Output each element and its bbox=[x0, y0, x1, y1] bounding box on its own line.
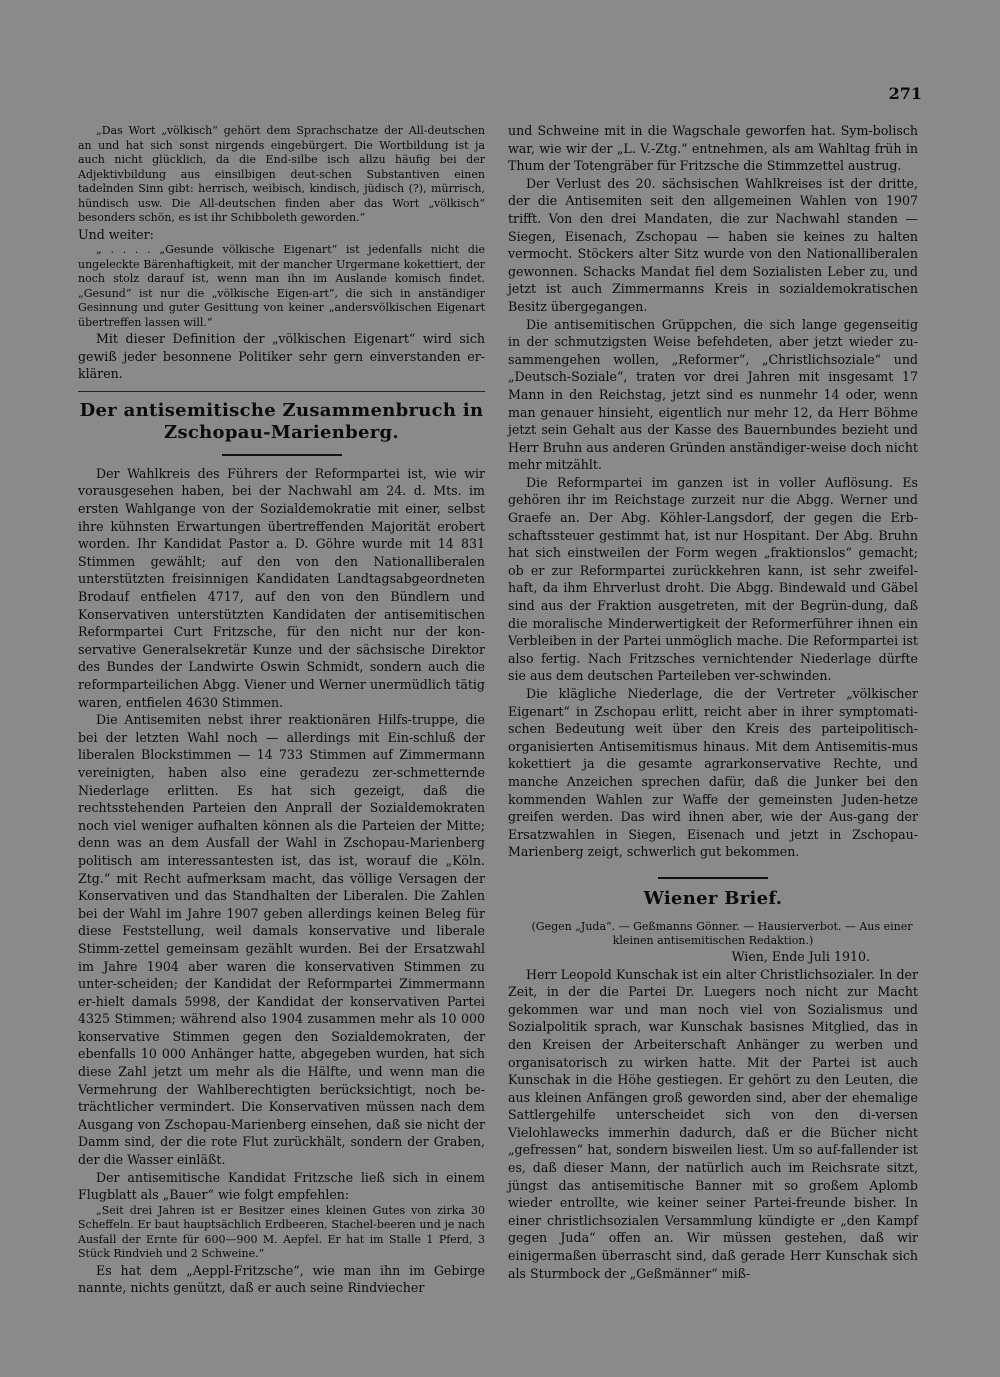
definition-paragraph: Mit dieser Definition der „völkischen Eigenart“ wird sich gewiß jeder besonnene Politiker sehr gern einverstanden er-klären. bbox=[78, 331, 485, 382]
letter-paragraph: Herr Leopold Kunschak ist ein alter Christlichsozialer. In der Zeit, in der die Partei Dr. Luegers noch nicht zur Macht gekommen war und man noch viel von Sozialismus und Sozialpolitik sprach, war Kunschak basisnes Mitglied, das in den Kreisen der Arbeiterschaft Anhänger zu werben und organisatorisch zu wirken hatte. Mit der Partei ist auch Kunschak in die Höhe gestiegen. Er gehört zu den Leuten, die aus kleinen Anfängen groß geworden sind, aber der ehemalige Sattlergehilfe unterscheidet sich von den di-versen Vielohlawecks immerhin dadurch, daß er die Bücher nicht „gefressen“ hat, sondern bisweilen liest. Um so auf-fallender ist es, daß dieser Mann, der natürlich auch im Reichsrate sitzt, jüngst das antisemitische Banner mit so großem Aplomb wieder entrollte, wie keiner seiner Partei-freunde bisher. In einer christlichsozialen Versammlung kündigte er „den Kampf gegen Juda“ offen an. Wir müssen gestehen, daß wir einigermaßen überrascht sind, daß gerade Herr Kunschak sich als Sturmbock der „Geßmänner“ miß- bbox=[508, 966, 918, 1281]
article-paragraph: Der Verlust des 20. sächsischen Wahlkreises ist der dritte, der die Antisemiten seit den allgemeinen Wahlen von 1907 trifft. Von den drei Mandaten, die zur Nachwahl standen — Siegen, Eisenach, Zschopau — haben sie keines zu halten vermocht. Stöckers alter Sitz wurde von den Nationalliberalen gewonnen. Schacks Mandat fiel dem Sozialisten Leber zu, und jetzt ist auch Zimmermanns Kreis in sozialdemokratischen Besitz übergegangen. bbox=[508, 175, 918, 314]
letter-dateline: Wien, Ende Juli 1910. bbox=[731, 948, 870, 964]
page-number: 271 bbox=[888, 84, 922, 103]
article-paragraph: Der Wahlkreis des Führers der Reformpartei ist, wie wir vorausgesehen haben, bei der Nachwahl am 24. d. Mts. im ersten Wahlgange von der Sozialdemokratie mit einer, selbst ihre kühnsten Erwartungen übertreffenden Majorität erobert worden. Ihr Kandidat Pastor a. D. Göhre wurde mit 14 831 Stimmen gewählt; auf den von den Nationalliberalen unterstützten freisinnigen Kandidaten Landtagsabgeordneten Brodauf entfielen 4717, auf den von den Bündlern und Konservativen unterstützten Kandidaten der antisemitischen Reformpartei Curt Fritzsche, für den nicht nur der kon-servative Generalsekretär Kunze und der sächsische Direktor des Bundes der Landwirte Oswin Schmidt, sondern auch die reformparteilichen Abgg. Viener und Werner unermüdlich tätig waren, entfielen 4630 Stimmen. bbox=[78, 465, 485, 710]
left-column bbox=[78, 124, 485, 1297]
second-quote: „ . . . . „Gesunde völkische Eigenart“ ist jedenfalls nicht die ungeleckte Bärenhaftigkeit, mit der mancher Urgermane kokettiert, der noch stolz darauf ist, wenn man ihn im Auslande komisch findet. „Gesund“ ist nur die „völkische Eigen-art“, die sich in anständiger Gesinnung und guter Gesittung von keiner „andersvölkischen Eigenart übertreffen lassen will.“ bbox=[78, 243, 485, 329]
article-paragraph: Die Antisemiten nebst ihrer reaktionären Hilfs-truppe, die bei der letzten Wahl noch — allerdings mit Ein-schluß der liberalen Blockstimmen — 14 733 Stimmen auf Zimmermann vereinigten, haben also eine geradezu zer-schmetternde Niederlage erlitten. Es hat sich gezeigt, daß die rechtsstehenden Parteien den Anprall der Sozialdemokraten noch viel weniger aufhalten können als die Parteien der Mitte; denn was an dem Ausfall der Wahl in Zschopau-Marienberg politisch am interessantesten ist, das ist, worauf die „Köln. Ztg.“ mit Recht aufmerksam macht, das völlige Versagen der Konservativen und das Standhalten der Liberalen. Die Zahlen bei der Wahl im Jahre 1907 geben allerdings keinen Beleg für diese Feststellung, weil damals konservative und liberale Stimm-zettel gemeinsam gezählt wurden. Bei der Ersatzwahl im Jahre 1904 aber waren die konservativen Stimmen zu unter-scheiden; der Kandidat der Reformpartei Zimmermann er-hielt damals 5998, der Kandidat der konservativen Partei 4325 Stimmen; während also 1904 zusammen mehr als 10 000 konservative Stimmen gegen den Sozialdemokraten, der ebenfalls 10 000 Anhänger hatte, abgegeben wurden, hat sich diese Zahl jetzt um mehr als die Hälfte, und wenn man die Vermehrung der Wahlberechtigten berücksichtigt, noch be-trächtlicher vermindert. Die Konservativen müssen nach dem Ausgang von Zschopau-Marienberg einsehen, daß sie nicht der Damm sind, der die rote Flut zurückhält, sondern der Graben, der die Wasser einläßt. bbox=[78, 712, 485, 1168]
article-paragraph: Es hat dem „Aeppl-Fritzsche“, wie man ihn im Gebirge nannte, nichts genützt, daß er auch seine Rindviecher bbox=[78, 1262, 485, 1296]
section-rule bbox=[658, 877, 768, 879]
article-paragraph: und Schweine mit in die Wagschale geworfen hat. Sym-bolisch war, wie wir der „L. V.-Ztg.“ entnehmen, als am Wahltag früh in Thum der Totengräber für Fritzsche die Stimmzettel austrug. bbox=[508, 123, 918, 174]
article-heading: Der antisemitische Zusammenbruch in Zschopau-Marienberg. bbox=[79, 399, 484, 443]
heading-rule bbox=[222, 454, 342, 456]
flyer-quote: „Seit drei Jahren ist er Besitzer eines kleinen Gutes von zirka 30 Scheffeln. Er baut hauptsächlich Erdbeeren, Stachel-beeren und je nach Ausfall der Ernte für 600—900 M. Aepfel. Er hat im Stalle 1 Pferd, 3 Stück Rindvieh und 2 Schweine.“ bbox=[78, 1203, 485, 1261]
article-paragraph: Die klägliche Niederlage, die der Vertreter „völkischer Eigenart“ in Zschopau erlitt, reicht aber in ihrer symptomati-schen Bedeutung weit über den Kreis des parteipolitisch-organisierten Antisemitismus hinaus. Mit dem Antisemitis-mus kokettiert ja die gesamte agrarkonservative Rechte, und manche Anzeichen sprechen dafür, daß die Junker bei den kommenden Wahlen zur Waffe der gemeinsten Juden-hetze greifen werden. Das wird ihnen aber, wie der Aus-gang der Ersatzwahlen in Siegen, Eisenach und jetzt in Zschopau-Marienberg zeigt, schwerlich gut bekommen. bbox=[508, 686, 918, 860]
letter-subtitle: (Gegen „Juda“. — Geßmanns Gönner. — Hausierverbot. — Aus einer kleinen antisemitischen Redaktion.) bbox=[531, 919, 913, 947]
and-further: Und weiter: bbox=[78, 226, 154, 242]
article-paragraph: Der antisemitische Kandidat Fritzsche ließ sich in einem Flugblatt als „Bauer“ wie folgt empfehlen: bbox=[78, 1169, 485, 1203]
article-paragraph: Die Reformpartei im ganzen ist in voller Auflösung. Es gehören ihr im Reichstage zurzeit nur die Abgg. Werner und Graefe an. Der Abg. Köhler-Langsdorf, der gegen die Erb-schaftssteuer gestimmt hat, ist nur Hospitant. Der Abg. Bruhn hat sich einstweilen der Form wegen „fraktionslos“ gemacht; ob er zur Reformpartei zurückkehren kann, ist sehr zweifel-haft, da ihm Ehrverlust droht. Die Abgg. Bindewald und Gäbel sind aus der Fraktion ausgetreten, mit der Begrün-dung, daß die moralische Minderwertigkeit der Reformerführer ihnen ein Verbleiben in der Partei unmöglich mache. Die Reformpartei ist also fertig. Nach Fritzsches vernichtender Niederlage dürfte sie aus dem deutschen Parteileben ver-schwinden. bbox=[508, 474, 918, 684]
letter-heading: Wiener Brief. bbox=[643, 887, 783, 909]
right-column bbox=[508, 122, 918, 1282]
intro-quote: „Das Wort „völkisch“ gehört dem Sprachschatze der All-deutschen an und hat sich sonst nirgends eingebürgert. Die Wortbildung ist ja auch nicht glücklich, da die End-silbe isch allzu häufig bei der Adjektivbildung aus einsilbigen deut-schen Substantiven einen tadelnden Sinn gibt: herrisch, weibisch, kindisch, jüdisch (?), mürrisch, hündisch usw. Die All-deutschen finden aber das Wort „völkisch“ besonders schön, es ist ihr Schibboleth geworden.“ bbox=[78, 124, 485, 224]
section-divider bbox=[78, 391, 485, 392]
article-paragraph: Die antisemitischen Grüppchen, die sich lange gegenseitig in der schmutzigsten Weise befehdeten, aber jetzt wieder zu-sammengehen wollen, „Reformer“, „Christlichsoziale“ und „Deutsch-Soziale“, traten vor drei Jahren mit insgesamt 17 Mann in den Reichstag, jetzt sind es nunmehr 14 oder, wenn man genauer hinsieht, eigentlich nur mehr 12, da Herr Böhme jetzt sein Gehalt aus der Kasse des Bauernbundes bezieht und Herr Bruhn aus anderen Gründen anständiger-weise doch nicht mehr mitzählt. bbox=[508, 316, 918, 473]
